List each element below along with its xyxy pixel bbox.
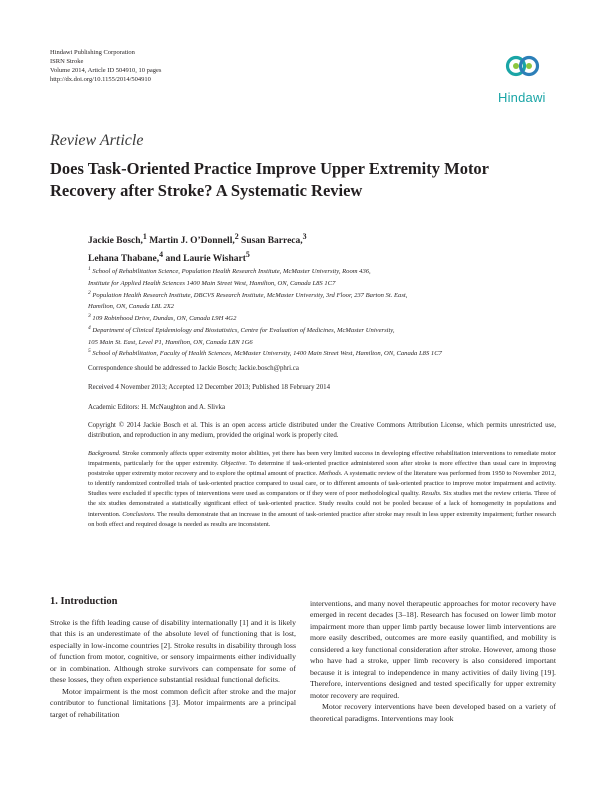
affiliation-line: $^4$ Department of Clinical Epidemiology and Biostatistics, Centre for Evaluation of Medicines, McMaster University, [88,324,395,335]
affiliation-line: $^3$ 109 Robinhood Drive, Dundas, ON, Canada L9H 4G2 [88,313,237,323]
body-column-left [50,617,296,720]
author: Martin J. O’Donnell, [146,236,235,247]
affiliation-line: $^5$ School of Rehabilitation, Faculty of Health Sciences, McMaster University, 1400 Main Street West, Hamilton, ON, Canada L8S 1C7 [88,348,442,358]
author: Susan Barreca, [238,236,303,247]
paragraph: Stroke is the fifth leading cause of disability internationally [1] and it is likely that this is an underestimate of the absolute level of functioning that is lost, especially in low-income countries [2]. Stroke results in disability through loss of function from motor, cognitive, or sensory impairments either individually or in combination. Although stroke survivors can compensate for some of these losses, they often experience substantial residual functional deficits. [50,618,296,685]
correspondence-line: Correspondence should be addressed to Jackie Bosch; Jackie.bosch@phri.ca [88,365,299,372]
publisher-name: Hindawi Publishing Corporation [50,49,135,56]
section-heading-introduction: 1. Introduction [50,596,118,607]
author: and Laurie Wishart [163,254,246,265]
author-list: Jackie Bosch,$^1$ Martin J. O’Donnell,$^2$ Susan Barreca,$^3$ Lehana Thabane,$^4$ and Laurie Wishart$^5$ [88,232,307,265]
article-type: Review Article [50,132,144,149]
affiliation-line: 105 Main St. East, Level P1, Hamilton, ON, Canada L8N 1G6 [88,338,253,346]
title-line-1: Does Task-Oriented Practice Improve Upper Extremity Motor [50,159,490,178]
copyright-notice: Copyright © 2014 Jackie Bosch et al. This is an open access article distributed under the Creative Commons Attribution License, which permits unrestricted use, distribution, and reproduction in any medium, provided the original work is properly cited. [88,422,556,440]
affiliation-line: $^2$ Population Health Research Institute, DBCVS Research Institute, McMaster University, 3rd Floor, 237 Barton St. East, [88,289,408,299]
abstract: Background. Stroke commonly affects upper extremity motor abilities, yet there has been very limited success in developing effective rehabilitation interventions to remediate motor impairments, particularly for the upper extremity. Objective. To determine if task-oriented practice administered soon after stroke is more effective than usual care in improving poststroke upper extremity motor recovery and to explore the optimal amount of practice. Methods. A systematic review of the literature was performed from 1950 to November 2012, to identify randomized controlled trials of task-oriented practice compared to usual care, or to different amounts of task-oriented practice to improve motor impairment and activity. Studies were excluded if specific types of interventions were used as comparators or if they were of poor methodological quality. Results. Six studies met the review criteria. Three of the six studies demonstrated a statistically significant effect of task-oriented practice. Study results could not be pooled because of a lack of homogeneity in populations and intervention. Conclusions. The results demonstrate that an increase in the amount of task-oriented practice after stroke may result in less upper extremity impairment; further research on both effect and required dosage is needed as results are inconsistent. [88,450,556,528]
academic-editors: Academic Editors: H. McNaughton and A. Slivka [88,404,226,411]
doi-link[interactable]: http://dx.doi.org/10.1155/2014/504910 [50,76,151,83]
body-column-right [310,598,556,724]
journal-name: ISRN Stroke [50,58,84,65]
paragraph: interventions, and many novel therapeutic approaches for motor recovery have emerged in recent decades [3–18]. Research has focused on lower limb motor impairment more than upper limb partly because lower limb interventions are more easily described, outcomes are more easily quantified, and mobility is considered a key functional consideration after stroke. However, among those who have had a stroke, upper limb recovery is also considered important because it is integral to independence in many activities of daily living [19]. Therefore, interventions designed and tested specifically for upper extremity motor recovery are required. [310,599,556,700]
paragraph: Motor impairment is the most common deficit after stroke and the major contributor to functional limitations [3]. Motor impairments are a principal target of rehabilitation [50,686,296,719]
title-line-2: Recovery after Stroke? A Systematic Review [50,181,363,200]
author: Jackie Bosch, [88,236,143,247]
affiliations [88,265,568,359]
affiliation-line: $^1$ School of Rehabilitation Science, Population Health Research Institute, McMaster University, Room 436, [88,266,371,276]
article-title [50,158,560,202]
affiliation-line: Institute for Applied Health Sciences 1400 Main Street West, Hamilton, ON, Canada L8S 1C7 [88,279,336,287]
affiliation-line: Hamilton, ON, Canada L8L 2X2 [88,303,174,311]
hindawi-logo-text: Hindawi [498,90,546,105]
volume-info: Volume 2014, Article ID 504910, 10 pages [50,67,162,74]
paragraph: Motor recovery interventions have been developed based on a variety of theoretical paradigms. Interventions may look [310,702,556,723]
journal-header [50,48,161,84]
publication-dates: Received 4 November 2013; Accepted 12 December 2013; Published 18 February 2014 [88,384,331,391]
author: Lehana Thabane, [88,254,160,265]
